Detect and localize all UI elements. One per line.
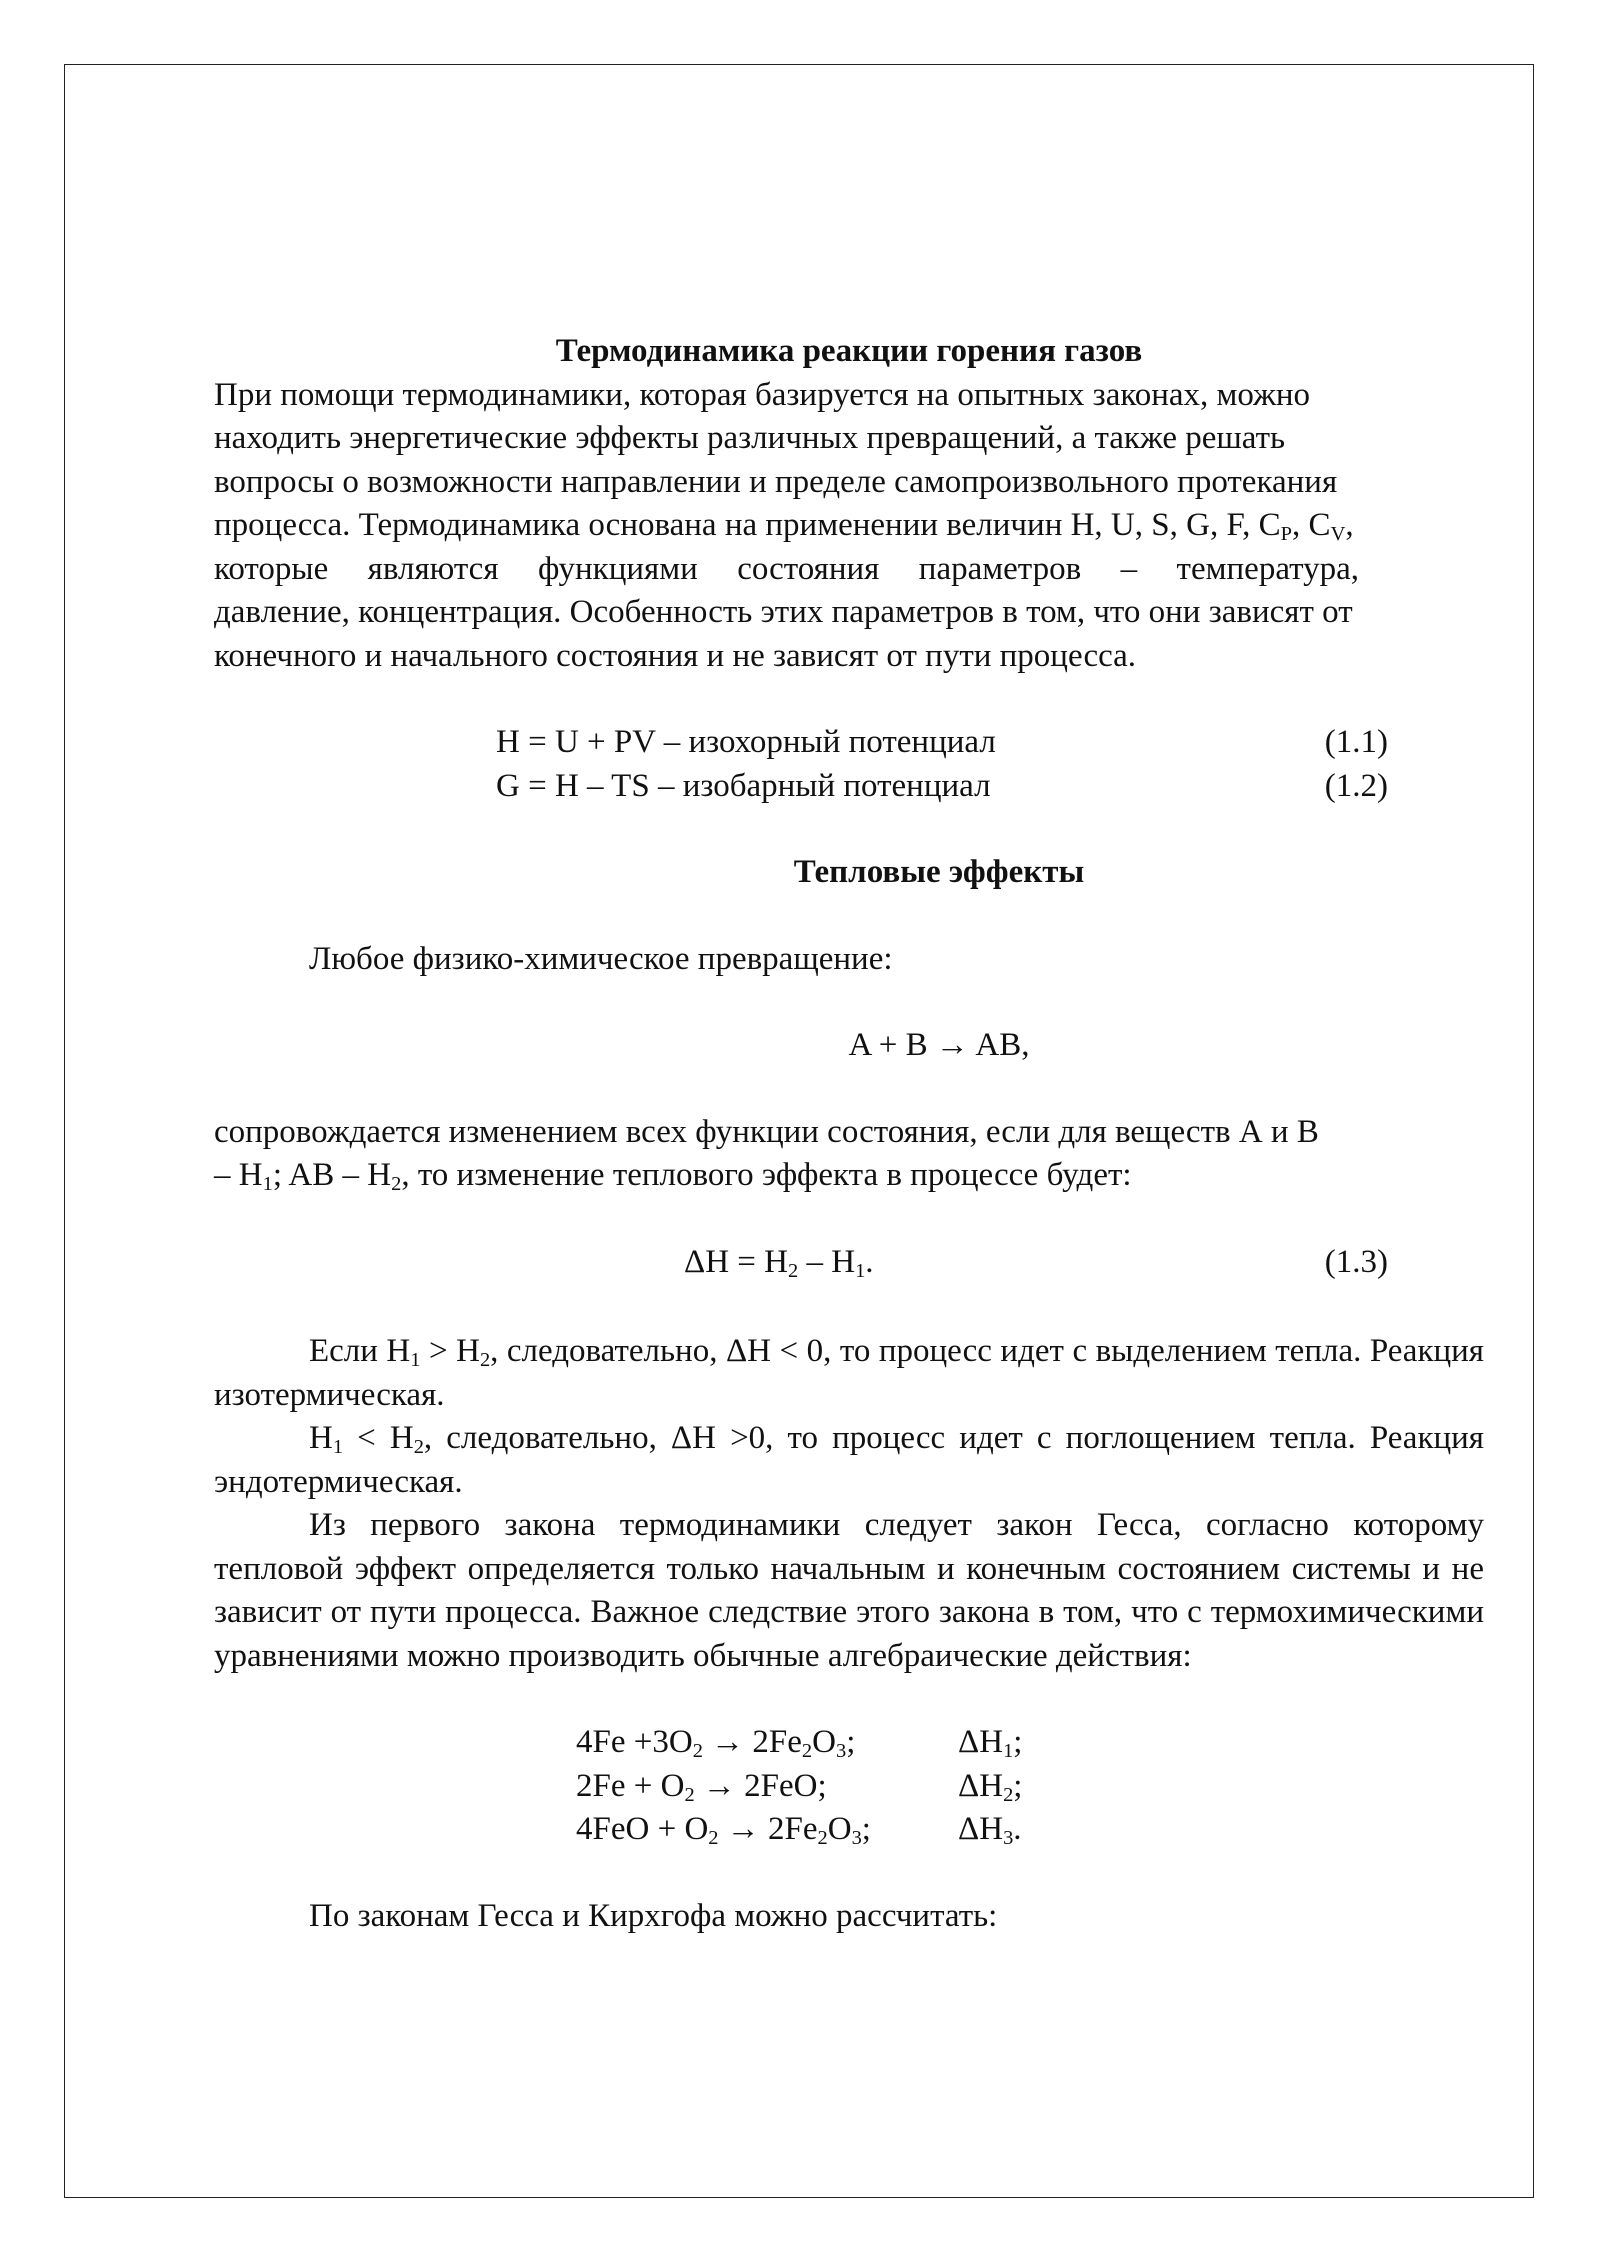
case-endothermic: $H_1 < H_2$, следовательно, ΔH >0, то процесс идет с поглощением тепла. Реакция эндотермическая. [214, 1420, 1484, 1500]
intro-line: вопросы о возможности направлении и пределе самопроизвольного протекания [214, 463, 1338, 500]
reaction-equation: $4FeO + O_2 \to 2Fe_2O_3$; [576, 1811, 871, 1850]
reactions-block [214, 1721, 1484, 1852]
delta-equation: $\Delta H = H_2 - H_1$. [684, 1243, 874, 1282]
reaction-enthalpy: $\Delta H_2$; [958, 1767, 1023, 1806]
transform-text: Любое физико-химическое превращение: [309, 940, 893, 977]
intro-line: конечного и начального состояния и не зависят от пути процесса. [214, 637, 1137, 674]
potential-equations [214, 721, 1484, 808]
case-exothermic: Если $H_1 > H_2$, следовательно, ΔH < 0, то процесс идет с выделением тепла. Реакция изотермическая. [214, 1333, 1484, 1413]
reaction-row [214, 1765, 1484, 1809]
equation-number: (1.2) [1324, 767, 1388, 804]
reaction-equation: $4Fe +3O_2 \to 2Fe_2O_3$; [576, 1724, 856, 1763]
equation-number: (1.1) [1324, 724, 1388, 760]
equation-text: G = H – TS – изобарный потенциал [496, 767, 991, 804]
reaction-ab: A + B → AB, [848, 1027, 1030, 1063]
intro-line: находить энергетические эффекты различных превращений, а также решать [214, 420, 1286, 456]
intro-paragraph [214, 374, 1484, 679]
accompanied-line: – $H_1$; AB – $H_2$, то изменение теплового эффекта в процессе будет: [214, 1157, 1132, 1196]
equation-row [214, 721, 1484, 765]
delta-equation-row [214, 1241, 1484, 1285]
final-text: По законам Гесса и Кирхгофа можно рассчитать: [309, 1897, 998, 1934]
intro-line: которые являются функциями состояния параметров – температура, [214, 550, 1359, 587]
equation-row [214, 765, 1484, 809]
equation-text: H = U + PV – изохорный потенциал [496, 724, 996, 760]
document-title: Термодинамика реакции горения газов [555, 333, 1143, 369]
accompanied-line: сопровождается изменением всех функции состояния, если для веществ А и В [214, 1113, 1319, 1150]
reaction-enthalpy: $\Delta H_3$. [958, 1811, 1022, 1850]
intro-line: процесса. Термодинамика основана на применении величин H, U, S, G, F, $C_P$, $C_V$, [214, 507, 1354, 546]
hess-law-paragraph: Из первого закона термодинамики следует закон Гесса, согласно которому тепловой эффект определяется только начальным и конечным состоянием системы и не зависит от пути процесса. Важное следствие этого закона в том, что с термохимическими уравнениями можно производить обычные алгебраические действия: [214, 1507, 1484, 1674]
equation-number: (1.3) [1324, 1243, 1388, 1280]
section-title: Тепловые эффекты [793, 854, 1085, 890]
reaction-row [214, 1721, 1484, 1765]
reaction-row [214, 1808, 1484, 1852]
reaction-enthalpy: $\Delta H_1$; [958, 1724, 1023, 1763]
reaction-equation: $2Fe + O_2 \to 2FeO$; [576, 1767, 827, 1806]
intro-line: При помощи термодинамики, которая базируется на опытных законах, можно [214, 376, 1311, 413]
document-page [214, 330, 1484, 1938]
intro-line: давление, концентрация. Особенность этих параметров в том, что они зависят от [214, 594, 1353, 630]
